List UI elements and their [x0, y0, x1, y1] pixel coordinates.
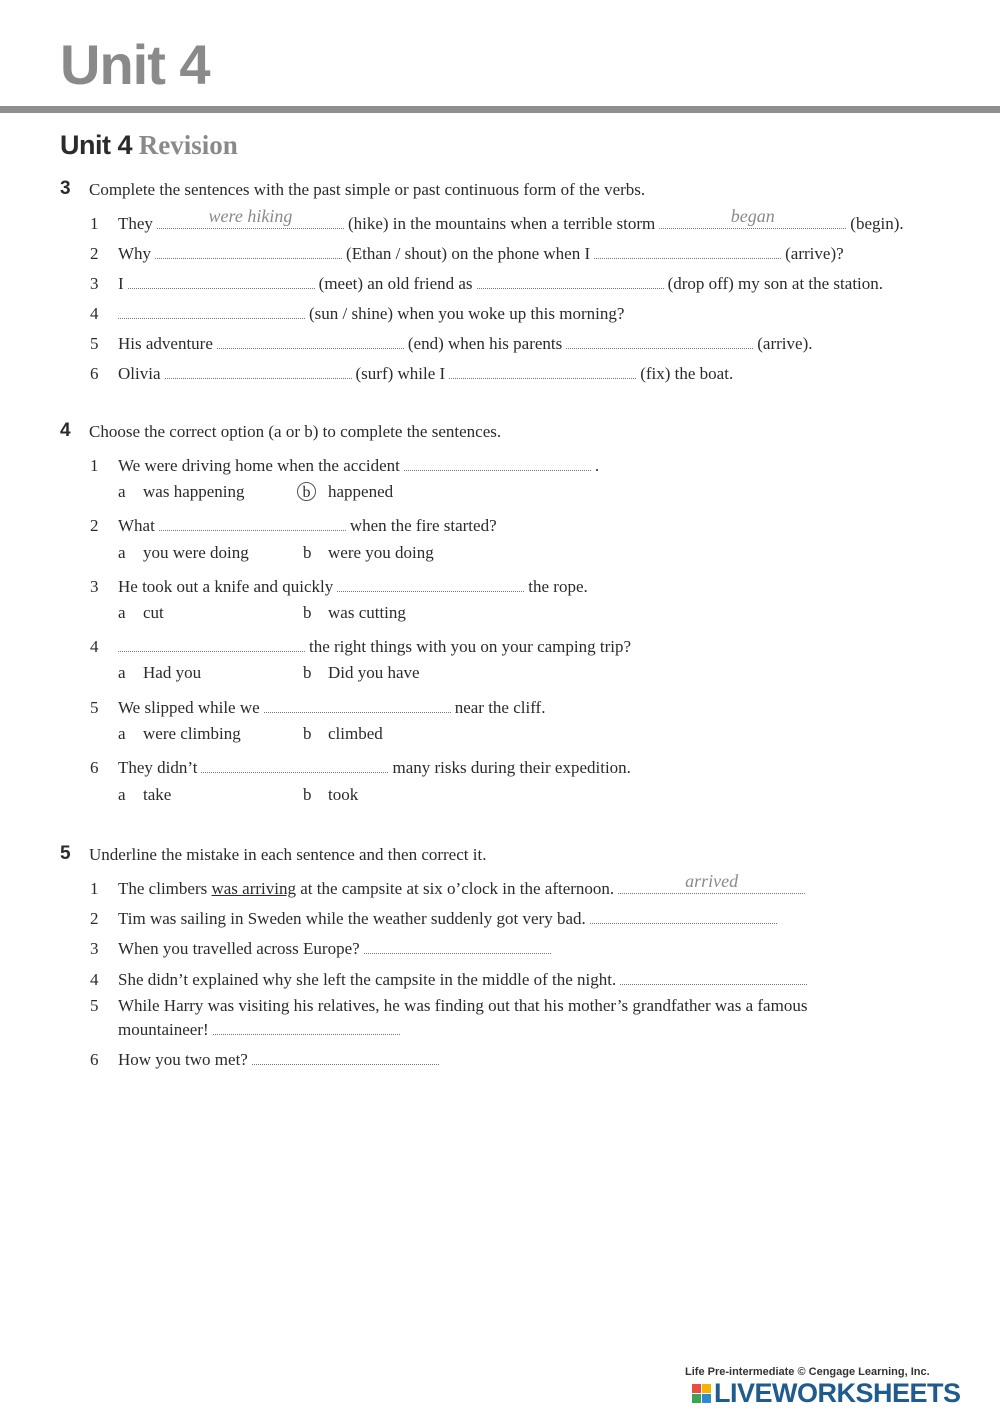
ex4-item-2: 2 What when the fire started? — [90, 512, 960, 536]
item-number: 5 — [90, 698, 99, 717]
ex3-item-2: 2 Why (Ethan / shout) on the phone when I (arrive)? — [90, 240, 960, 264]
logo-square — [692, 1384, 701, 1393]
answer-blank[interactable] — [620, 966, 807, 985]
item-number: 5 — [90, 334, 99, 353]
exercise-4-number: 4 — [60, 420, 71, 441]
answer-blank[interactable] — [264, 694, 451, 713]
option-b[interactable]: b were you doing — [303, 543, 434, 562]
logo-square — [692, 1394, 701, 1403]
item-number: 4 — [90, 304, 99, 323]
exercise-3-instruction: Complete the sentences with the past simple or past continuous form of the verbs. — [89, 180, 646, 199]
ex5-item-4 — [90, 966, 960, 990]
answer-text: arrived — [685, 871, 739, 891]
exercise-4-instruction: Choose the correct option (a or b) to complete the sentences. — [89, 422, 502, 441]
ex3-item-5: 5 His adventure (end) when his parents (arrive). — [90, 330, 960, 354]
answer-blank[interactable] — [252, 1046, 439, 1065]
ex4-item-3: 3 He took out a knife and quickly the rope. — [90, 573, 960, 597]
answer-blank[interactable] — [659, 206, 846, 229]
page-title-unit: Unit 4 — [60, 130, 133, 160]
option-b[interactable]: b took — [303, 785, 359, 804]
answer-blank[interactable] — [165, 360, 352, 379]
item-number: 1 — [90, 214, 99, 233]
answer-blank[interactable] — [477, 270, 664, 289]
logo-squares-icon — [692, 1384, 711, 1403]
ex4-item-1: 1 We were driving home when the accident . — [90, 452, 960, 476]
item-number: 4 — [90, 637, 99, 656]
item-number: 5 — [90, 996, 99, 1015]
selected-circle: b — [297, 482, 316, 501]
answer-text: were hiking — [208, 206, 293, 226]
answer-blank[interactable] — [118, 300, 305, 319]
item-number: 2 — [90, 516, 99, 535]
item-number: 6 — [90, 1050, 99, 1069]
option-b-selected[interactable]: b happened — [303, 482, 393, 502]
option-a[interactable]: a Had you — [118, 663, 202, 682]
logo-square — [702, 1384, 711, 1393]
exercise-3-number: 3 — [60, 178, 71, 199]
answer-blank[interactable] — [618, 871, 805, 894]
ex5-item-1: 1 The climbers was arriving at the campsite at six o’clock in the afternoon. arrived — [90, 875, 960, 899]
item-number: 2 — [90, 244, 99, 263]
answer-blank[interactable] — [594, 240, 781, 259]
option-a[interactable]: a you were doing — [118, 543, 249, 562]
answer-blank[interactable] — [118, 633, 305, 652]
ex4-item-4: 4 the right things with you on your camping trip? — [90, 633, 960, 657]
ex3-item-6: 6 Olivia (surf) while I (fix) the boat. — [90, 360, 960, 384]
answer-blank[interactable] — [337, 573, 524, 592]
option-a[interactable]: a was happening — [118, 482, 245, 501]
ex5-item-5 — [90, 996, 890, 1040]
item-number: 6 — [90, 364, 99, 383]
page-title — [60, 130, 238, 161]
ex3-item-3: 3 I (meet) an old friend as (drop off) my son at the station. — [90, 270, 960, 294]
answer-blank[interactable] — [159, 512, 346, 531]
exercise-5-number: 5 — [60, 843, 71, 864]
brand-name: LIVEWORKSHEETS — [714, 1378, 961, 1408]
option-a[interactable]: a cut — [118, 603, 164, 622]
answer-blank[interactable] — [201, 754, 388, 773]
answer-blank[interactable] — [128, 270, 315, 289]
copyright-credit: Life Pre-intermediate © Cengage Learning, Inc. — [685, 1366, 930, 1378]
answer-blank[interactable] — [404, 452, 591, 471]
ex5-item-6 — [90, 1046, 960, 1070]
item-number: 1 — [90, 879, 99, 898]
item-number: 3 — [90, 577, 99, 596]
item-number: 6 — [90, 758, 99, 777]
item-number: 3 — [90, 939, 99, 958]
item-number: 2 — [90, 909, 99, 928]
answer-blank[interactable] — [566, 330, 753, 349]
option-b[interactable]: b Did you have — [303, 663, 420, 682]
answer-blank[interactable] — [217, 330, 404, 349]
sentence-text[interactable]: When you travelled across Europe? — [118, 939, 360, 958]
answer-text: began — [730, 206, 775, 226]
item-number: 1 — [90, 456, 99, 475]
option-a[interactable]: a take — [118, 785, 172, 804]
ex3-item-4: 4 (sun / shine) when you woke up this morning? — [90, 300, 960, 324]
item-number: 4 — [90, 970, 99, 989]
answer-blank[interactable] — [590, 905, 777, 924]
ex5-item-3 — [90, 935, 960, 959]
logo-square — [702, 1394, 711, 1403]
sentence-text[interactable]: She didn’t explained why she left the campsite in the middle of the night. — [118, 970, 617, 989]
answer-blank[interactable] — [155, 240, 342, 259]
answer-blank[interactable] — [364, 935, 551, 954]
sentence-text[interactable]: Tim was sailing in Sweden while the weather suddenly got very bad. — [118, 909, 586, 928]
header-rule — [0, 106, 1000, 113]
unit-header: Unit 4 — [60, 33, 210, 96]
item-number: 3 — [90, 274, 99, 293]
ex3-item-1: 1 They were hiking (hike) in the mountains when a terrible storm began (begin). — [90, 206, 904, 233]
ex4-item-6: 6 They didn’t many risks during their expedition. — [90, 754, 960, 778]
answer-blank[interactable] — [157, 206, 344, 229]
sentence-text[interactable]: While Harry was visiting his relatives, he was finding out that his mother’s grandfather was a famous mountaineer! — [118, 996, 808, 1039]
ex4-item-5: 5 We slipped while we near the cliff. — [90, 694, 960, 718]
answer-blank[interactable] — [449, 360, 636, 379]
ex5-item-2 — [90, 905, 960, 929]
answer-blank[interactable] — [213, 1016, 400, 1035]
option-b[interactable]: b was cutting — [303, 603, 406, 622]
exercise-5-instruction: Underline the mistake in each sentence and then correct it. — [89, 845, 487, 864]
option-b[interactable]: b climbed — [303, 724, 383, 743]
option-a[interactable]: a were climbing — [118, 724, 241, 743]
sentence-text[interactable]: How you two met? — [118, 1050, 248, 1069]
liveworksheets-logo[interactable] — [692, 1378, 961, 1409]
page-title-revision: Revision — [138, 130, 238, 160]
underlined-mistake: was arriving — [211, 879, 296, 898]
